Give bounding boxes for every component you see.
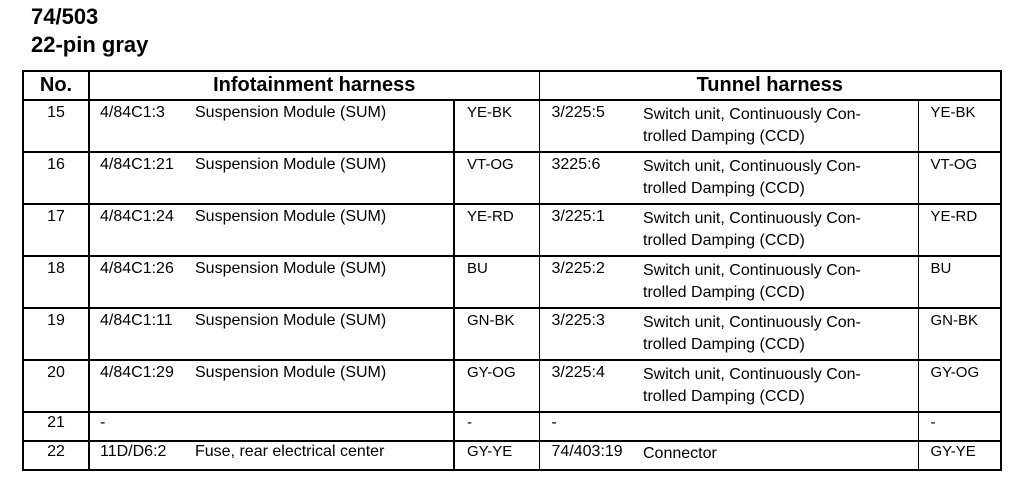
tunnel-description-cell [641, 360, 918, 412]
infotainment-description-cell: Suspension Module (SUM) [193, 308, 454, 360]
pin-number-cell: 20 [23, 360, 89, 412]
tunnel-wire-color-cell: BU [918, 256, 1001, 308]
tunnel-wire-color-cell: GY-YE [918, 441, 1001, 470]
tunnel-description-cell [641, 412, 918, 441]
infotainment-wire-color-cell: GY-OG [454, 360, 539, 412]
table-row [23, 152, 1001, 204]
tunnel-description-cell [641, 152, 918, 204]
pin-number-cell: 18 [23, 256, 89, 308]
tunnel-wire-color-cell: VT-OG [918, 152, 1001, 204]
tunnel-description-line-2: trolled Damping (CCD) [643, 232, 805, 249]
tunnel-description-cell [641, 204, 918, 256]
tunnel-description-line-1: Switch unit, Continuously Con- [643, 366, 861, 383]
infotainment-pin-cell: 4/84C1:11 [89, 308, 193, 360]
table-row [23, 412, 1001, 441]
tunnel-pin-cell: 74/403:19 [551, 443, 623, 460]
infotainment-wire-color-cell: VT-OG [454, 152, 539, 204]
infotainment-pin-cell: 4/84C1:21 [89, 152, 193, 204]
tunnel-description-cell [641, 256, 918, 308]
tunnel-description-cell [641, 100, 918, 152]
tunnel-wire-color-cell: YE-BK [918, 100, 1001, 152]
tunnel-wire-color-cell: GN-BK [918, 308, 1001, 360]
table-body [23, 100, 1001, 470]
tunnel-wire-color-cell: - [918, 412, 1001, 441]
table-row [23, 256, 1001, 308]
infotainment-wire-color-cell: - [454, 412, 539, 441]
infotainment-description-cell: Fuse, rear electrical center [195, 443, 385, 460]
tunnel-description-cell [641, 441, 918, 470]
tunnel-pin-cell: 3/225:2 [539, 256, 641, 308]
header-tunnel-harness: Tunnel harness [539, 71, 1001, 100]
infotainment-description-cell: Suspension Module (SUM) [193, 100, 454, 152]
pin-number-cell: 21 [23, 412, 89, 441]
tunnel-description-line-2: trolled Damping (CCD) [643, 284, 805, 301]
tunnel-pin-cell: 3/225:5 [539, 100, 641, 152]
infotainment-wire-color-cell: GN-BK [454, 308, 539, 360]
infotainment-description-cell: Suspension Module (SUM) [193, 360, 454, 412]
tunnel-pin-cell: 3/225:1 [539, 204, 641, 256]
infotainment-wire-color-cell: GY-YE [454, 441, 539, 470]
tunnel-description-line-1: Switch unit, Continuously Con- [643, 210, 861, 227]
table-row [23, 204, 1001, 256]
pin-number-cell: 19 [23, 308, 89, 360]
table-row [23, 441, 1001, 470]
connector-id-heading: 74/503 [31, 4, 99, 29]
pin-number-cell: 17 [23, 204, 89, 256]
tunnel-description-line-1: Switch unit, Continuously Con- [643, 106, 861, 123]
infotainment-pin-cell: 4/84C1:3 [89, 100, 193, 152]
tunnel-pin-cell: - [539, 412, 641, 441]
infotainment-pin-cell: - [89, 412, 193, 441]
infotainment-description-cell: Suspension Module (SUM) [193, 256, 454, 308]
header-no: No. [23, 71, 89, 100]
infotainment-description-cell: Suspension Module (SUM) [193, 152, 454, 204]
table-row [23, 360, 1001, 412]
tunnel-pin-cell: 3225:6 [539, 152, 641, 204]
tunnel-description-line-1: Connector [643, 445, 717, 462]
pin-number-cell: 22 [23, 441, 89, 470]
tunnel-description-line-2: trolled Damping (CCD) [643, 336, 805, 353]
table-row [23, 308, 1001, 360]
infotainment-wire-color-cell: YE-BK [454, 100, 539, 152]
tunnel-pin-cell: 3/225:3 [539, 308, 641, 360]
tunnel-description-line-2: trolled Damping (CCD) [643, 388, 805, 405]
tunnel-description-cell [641, 308, 918, 360]
tunnel-wire-color-cell: GY-OG [918, 360, 1001, 412]
tunnel-description-line-2: trolled Damping (CCD) [643, 180, 805, 197]
tunnel-description-line-1: Switch unit, Continuously Con- [643, 158, 861, 175]
tunnel-description-line-1: Switch unit, Continuously Con- [643, 262, 861, 279]
infotainment-description-cell [193, 412, 454, 441]
infotainment-pin-cell: 4/84C1:24 [89, 204, 193, 256]
infotainment-pin-cell: 4/84C1:29 [89, 360, 193, 412]
pin-number-cell: 16 [23, 152, 89, 204]
pin-number-cell: 15 [23, 100, 89, 152]
connector-description-heading: 22-pin gray [31, 32, 149, 57]
tunnel-description-line-2: trolled Damping (CCD) [643, 128, 805, 145]
infotainment-wire-color-cell: BU [454, 256, 539, 308]
infotainment-pin-cell: 4/84C1:26 [89, 256, 193, 308]
header-infotainment-harness: Infotainment harness [89, 71, 539, 100]
infotainment-wire-color-cell: YE-RD [454, 204, 539, 256]
infotainment-description-cell: Suspension Module (SUM) [193, 204, 454, 256]
tunnel-pin-cell: 3/225:4 [539, 360, 641, 412]
infotainment-pin-cell: 11D/D6:2 [100, 443, 167, 460]
table-row [23, 100, 1001, 152]
pinout-table [22, 70, 1002, 471]
tunnel-wire-color-cell: YE-RD [918, 204, 1001, 256]
table-header-row [23, 71, 1001, 100]
tunnel-description-line-1: Switch unit, Continuously Con- [643, 314, 861, 331]
